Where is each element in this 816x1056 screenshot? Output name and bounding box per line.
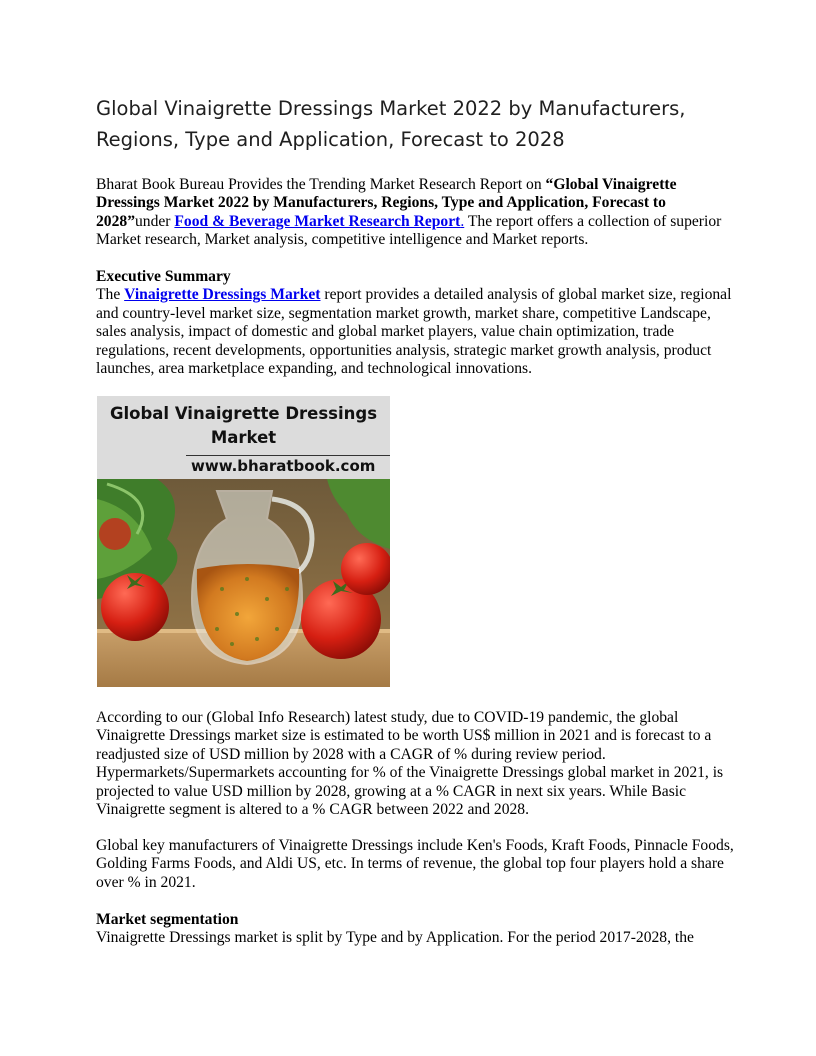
promo-divider [186,455,390,456]
promo-title: Global Vinaigrette Dressings Market [109,404,378,447]
executive-summary-body: report provides a detailed analysis of global market size, regional and country-level market size, segmentation market growth, market share, competitive Landscape, sales analysis, impact of domestic and global market players, value chain optimization, trade regulations, recent developments, opportunities analysis, strategic market growth analysis, product launches, area marketplace expanding, and technological innovations. [96,286,732,378]
study-paragraph: According to our (Global Info Research) latest study, due to COVID-19 pandemic, the global Vinaigrette Dressings market size is estimated to be worth US$ million in 2021 and is forecast to a readjusted size of USD million by 2028 with a CAGR of % during review period. Hypermarkets/Supermarkets accounting for % of the Vinaigrette Dressings global market in 2021, is projected to value USD million by 2028, growing at a % CAGR in next six years. While Basic Vinaigrette segment is altered to a % CAGR between 2022 and 2028. [96,709,724,819]
executive-summary-lead: The [96,286,125,304]
vinaigrette-market-link[interactable]: Vinaigrette Dressings Market [124,286,321,304]
link-suffix[interactable]: . [460,212,465,230]
page-title: Global Vinaigrette Dressings Market 2022 by Manufacturers, Regions, Type and Application, Forecast to 2028 [96,97,686,151]
report-title: “Global Vinaigrette Dressings Market 2022 by Manufacturers, Regions, Type and Application, Forecast to 2028” [96,176,677,230]
intro-prefix: Bharat Book Bureau Provides the Trending Market Research Report on [96,176,546,193]
intro-suffix: The report offers a collection of superior Market research, Market analysis, competitive intelligence and Market reports. [96,212,722,249]
intro-paragraph [96,176,736,250]
vinaigrette-photo [97,479,390,687]
executive-summary-section [96,268,736,378]
segmentation-heading: Market segmentation [96,911,239,928]
promo-image [97,396,390,687]
food-beverage-report-link[interactable]: Food & Beverage Market Research Report [174,212,461,230]
executive-summary-heading: Executive Summary [96,268,231,285]
segmentation-body: Vinaigrette Dressings market is split by Type and by Application. For the period 2017-2028, the [96,929,694,947]
promo-url: www.bharatbook.com [191,457,376,475]
intro-under: under [134,212,175,230]
segmentation-section [96,911,736,948]
manufacturers-paragraph: Global key manufacturers of Vinaigrette Dressings include Ken's Foods, Kraft Foods, Pinnacle Foods, Golding Farms Foods, and Aldi US, etc. In terms of revenue, the global top four players hold a share over % in 2021. [96,837,734,891]
